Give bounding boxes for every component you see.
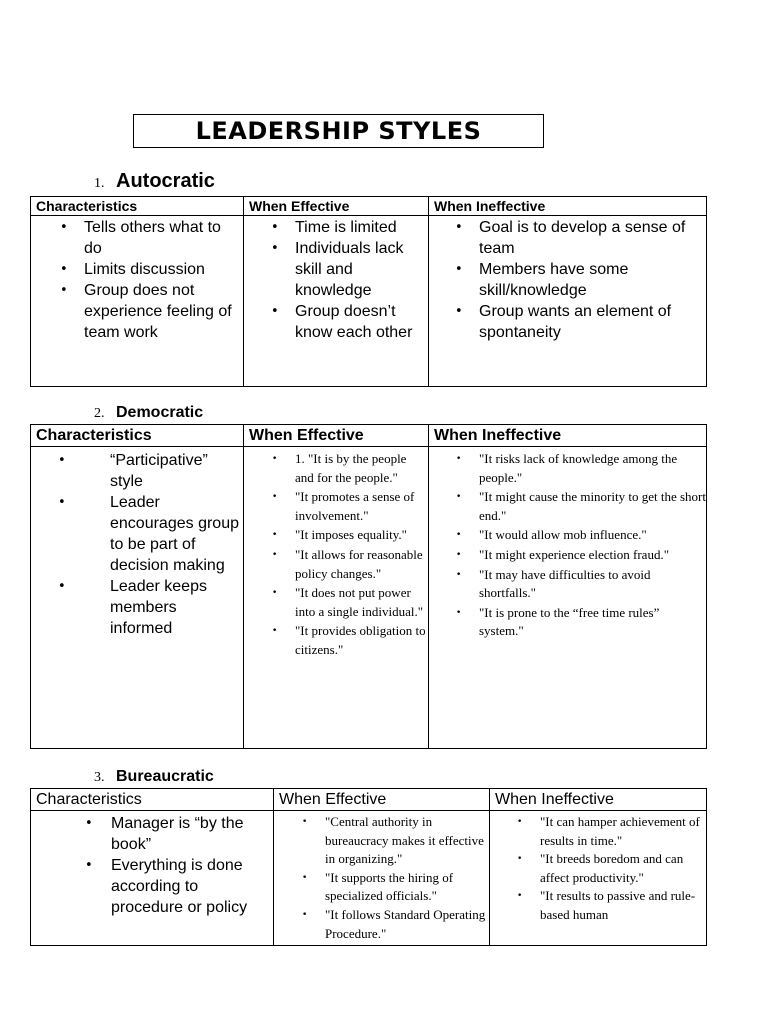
- section-number: 3.: [94, 770, 105, 785]
- column-header: Characteristics: [31, 197, 244, 216]
- section-number: 1.: [94, 176, 105, 191]
- section-number: 2.: [94, 406, 105, 421]
- ineffective-cell: [490, 811, 707, 946]
- list-item: • "It follows Standard Operating Procedure.": [325, 906, 489, 943]
- document-title: LEADERSHIP STYLES: [133, 114, 544, 148]
- list-item: • Leader keeps members informed: [84, 576, 243, 639]
- list-item: • 1. "It is by the people and for the people.": [295, 450, 428, 487]
- list-item: • "Central authority in bureaucracy makes it effective in organizing.": [325, 813, 489, 869]
- column-header: When Ineffective: [490, 789, 707, 811]
- list-item: • Group wants an element of spontaneity: [453, 301, 706, 343]
- column-header: Characteristics: [31, 789, 274, 811]
- list-item: • "It might experience election fraud.": [479, 546, 706, 565]
- effective-cell: [244, 216, 429, 387]
- list-item: • Everything is done according to procedure or policy: [111, 855, 273, 918]
- list-item: • Members have some skill/knowledge: [453, 259, 706, 301]
- list-item: • Tells others what to do: [58, 217, 243, 259]
- table-row: [31, 447, 707, 749]
- characteristics-cell: [31, 216, 244, 387]
- list-item: • "It results to passive and rule-based human: [540, 887, 706, 924]
- characteristics-cell: [31, 447, 244, 749]
- list-item: • "It allows for reasonable policy changes.": [295, 546, 428, 583]
- list-item: • "It is prone to the “free time rules” system.": [479, 604, 706, 641]
- effective-cell: [274, 811, 490, 946]
- list-item: • "It does not put power into a single individual.": [295, 584, 428, 621]
- section-name: Bureaucratic: [116, 768, 214, 785]
- column-header: When Ineffective: [429, 197, 707, 216]
- list-item: • Goal is to develop a sense of team: [453, 217, 706, 259]
- autocratic-table: [30, 196, 707, 387]
- list-item: • "It may have difficulties to avoid shortfalls.": [479, 566, 706, 603]
- section-name: Autocratic: [116, 170, 215, 192]
- list-item: • Leader encourages group to be part of decision making: [84, 492, 243, 576]
- table-row: [31, 216, 707, 387]
- list-item: • "It supports the hiring of specialized officials.": [325, 869, 489, 906]
- section-heading-democratic: [94, 404, 203, 422]
- list-item: • "It breeds boredom and can affect productivity.": [540, 850, 706, 887]
- list-item: • Time is limited: [269, 217, 428, 238]
- table-row: [31, 811, 707, 946]
- list-item: • Manager is “by the book”: [111, 813, 273, 855]
- ineffective-cell: [429, 216, 707, 387]
- list-item: • Limits discussion: [58, 259, 243, 280]
- table-header-row: [31, 789, 707, 811]
- democratic-table: [30, 424, 707, 749]
- column-header: When Effective: [244, 197, 429, 216]
- list-item: • "It imposes equality.": [295, 526, 428, 545]
- list-item: • "It can hamper achievement of results in time.": [540, 813, 706, 850]
- table-header-row: [31, 197, 707, 216]
- list-item: • Group doesn’t know each other: [269, 301, 428, 343]
- bureaucratic-table: [30, 788, 707, 946]
- list-item: • "It would allow mob influence.": [479, 526, 706, 545]
- section-heading-autocratic: [94, 170, 215, 193]
- list-item: • Group does not experience feeling of team work: [58, 280, 243, 343]
- column-header: When Effective: [244, 425, 429, 447]
- list-item: • "It provides obligation to citizens.": [295, 622, 428, 659]
- characteristics-cell: [31, 811, 274, 946]
- table-header-row: [31, 425, 707, 447]
- ineffective-cell: [429, 447, 707, 749]
- list-item: • Individuals lack skill and knowledge: [269, 238, 428, 301]
- list-item: • “Participative” style: [84, 450, 243, 492]
- section-heading-bureaucratic: [94, 768, 214, 786]
- column-header: Characteristics: [31, 425, 244, 447]
- column-header: When Effective: [274, 789, 490, 811]
- effective-cell: [244, 447, 429, 749]
- section-name: Democratic: [116, 404, 204, 421]
- list-item: • "It might cause the minority to get the short end.": [479, 488, 706, 525]
- column-header: When Ineffective: [429, 425, 707, 447]
- list-item: • "It promotes a sense of involvement.": [295, 488, 428, 525]
- list-item: • "It risks lack of knowledge among the people.": [479, 450, 706, 487]
